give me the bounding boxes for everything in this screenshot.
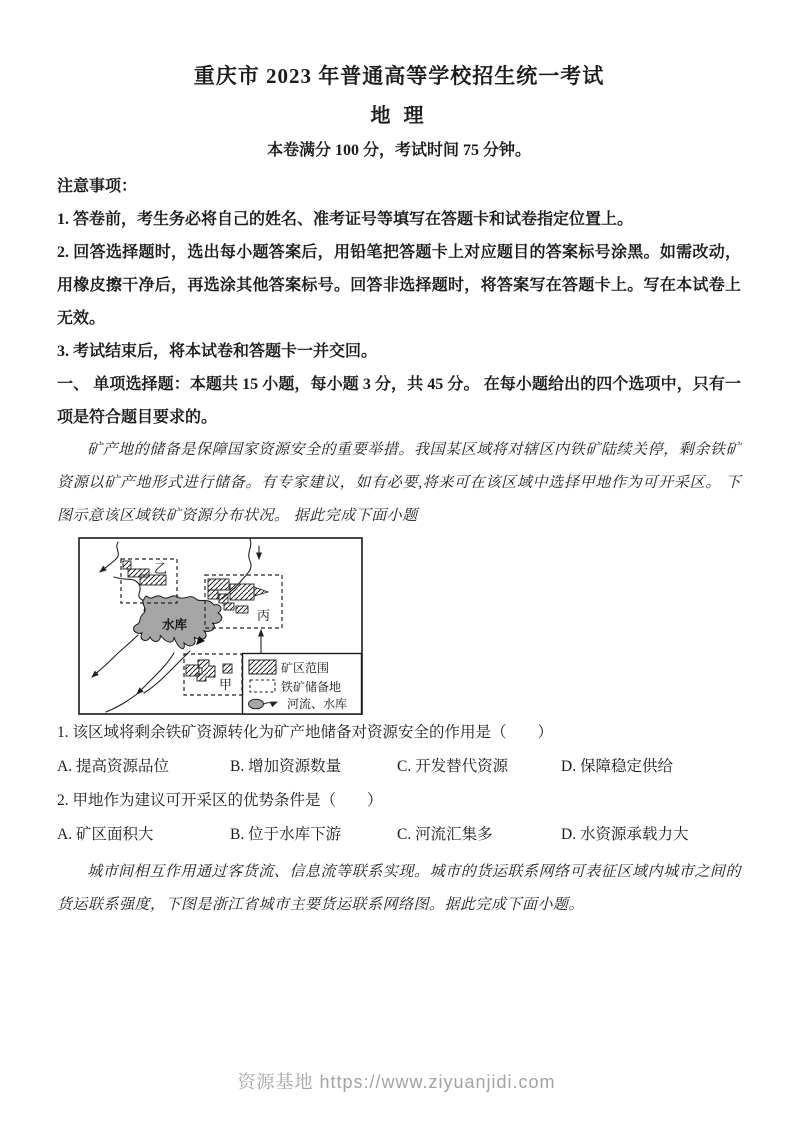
question-1-text: 1. 该区域将剩余铁矿资源转化为矿产地储备对资源安全的作用是（ ）	[57, 724, 554, 741]
question-2	[57, 784, 741, 852]
page-title: 重庆市 2023 年普通高等学校招生统一考试	[193, 64, 605, 88]
mine-area	[236, 606, 248, 613]
mine-area	[224, 603, 234, 610]
footer-watermark-link[interactable]: 资源基地 https://www.ziyuanjidi.com	[237, 1072, 556, 1092]
reservoir-label: 水库	[162, 618, 188, 632]
mine-area	[219, 594, 228, 603]
question-2-option-a: A. 矿区面积大	[57, 826, 154, 843]
question-1-option-d: D. 保障稳定供给	[561, 758, 673, 775]
question-2-option-c: C. 河流汇集多	[397, 826, 493, 843]
question-1-option-c: C. 开发替代资源	[397, 758, 509, 775]
iron-ore-map-figure	[78, 537, 363, 716]
notice-heading: 注意事项：	[57, 178, 138, 195]
notice-section	[57, 170, 741, 434]
question-1-option-b: B. 增加资源数量	[230, 758, 342, 775]
mine-area	[223, 664, 232, 673]
question-1-option-a: A. 提高资源品位	[57, 758, 169, 775]
passage-minerals: 矿产地的储备是保障国家资源安全的重要举措。我国某区域将对辖区内铁矿陆续关停，剩余铁矿资源以矿产地形式进行储备。有专家建议，如有必要,将来可在该区域中选择甲地作为可开采区。 下图示意该区域铁矿资源分布状况。 据此完成下面小题	[57, 442, 741, 524]
legend-reservoir-blob-icon	[249, 699, 264, 709]
legend-label-reserve-area: 铁矿储备地	[281, 680, 342, 694]
subject-title: 地 理	[370, 105, 428, 127]
notice-item-3: 3. 考试结束后，将本试卷和答题卡一并交回。	[57, 343, 378, 360]
mine-area	[208, 579, 229, 590]
exam-info: 本卷满分 100 分，考试时间 75 分钟。	[266, 142, 531, 159]
notice-item-1: 1. 答卷前，考生务必将自己的姓名、准考证号等填写在答题卡和试卷指定位置上。	[57, 211, 634, 228]
legend-label-mine-area: 矿区范围	[281, 661, 330, 675]
question-2-text: 2. 甲地作为建议可开采区的优势条件是（ ）	[57, 792, 383, 809]
question-2-options	[57, 818, 741, 852]
mine-area	[230, 584, 254, 600]
question-1-options	[57, 750, 741, 784]
legend-label-river-reservoir: 河流、水库	[287, 697, 348, 711]
question-2-option-d: D. 水资源承载力大	[561, 826, 689, 843]
question-2-option-b: B. 位于水库下游	[230, 826, 342, 843]
question-1	[57, 716, 741, 784]
zone-jia-label: 甲	[219, 677, 233, 692]
mine-area	[123, 561, 131, 569]
passage-freight: 城市间相互作用通过客货流、信息流等联系实现。城市的货运联系网络可表征区域内城市之间的货运联系强度，下图是浙江省城市主要货运联系网络图。据此完成下面小题。	[57, 864, 741, 913]
zone-yi-label: 乙	[154, 561, 168, 576]
legend-hatched-swatch-icon	[249, 660, 276, 674]
notice-item-2: 2. 回答选择题时，选出每小题答案后，用铅笔把答题卡上对应题目的答案标号涂黑。如需改动，用橡皮擦干净后，再选涂其他答案标号。回答非选择题时，将答案写在答题卡上。写在本试卷上无效。	[57, 244, 741, 327]
iron-ore-distribution-map	[78, 537, 363, 716]
map-legend	[243, 654, 362, 715]
mine-area	[140, 575, 166, 585]
page-footer	[0, 1068, 793, 1094]
mine-area	[208, 590, 218, 599]
section-header: 一、 单项选择题：本题共 15 小题，每小题 3 分，共 45 分。 在每小题给出的四个选项中，只有一项是符合题目要求的。	[57, 376, 741, 426]
zone-bing-label: 丙	[257, 608, 271, 623]
